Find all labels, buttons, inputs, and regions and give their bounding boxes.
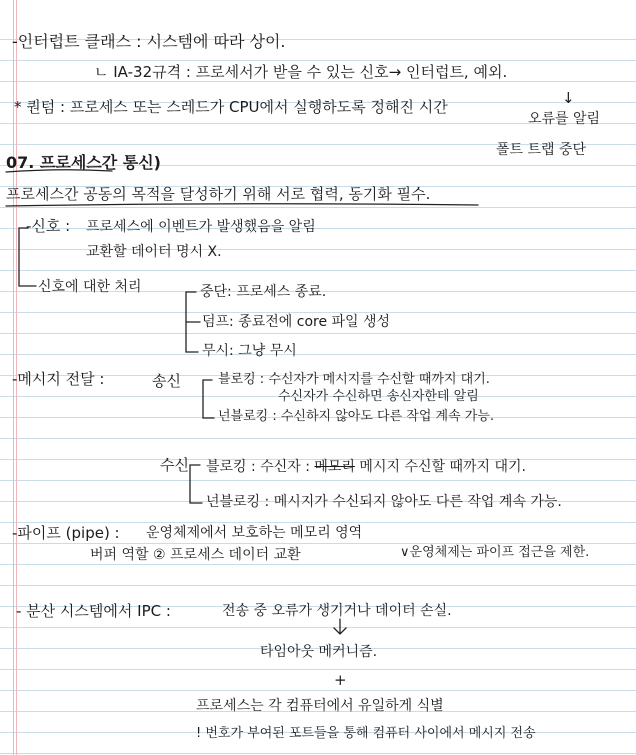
signal-no-data: 교환할 데이터 명시 X. <box>86 244 222 260</box>
recv-blocking-struck-word: 메모리 <box>314 459 355 475</box>
ia32-line: ㄴ IA-32규격 : 프로세서가 받을 수 있는 신호→ 인터럽트, 예외. <box>94 63 508 81</box>
pipe-desc: 운영체제에서 보호하는 메모리 영역 <box>146 525 363 541</box>
or-mark: + <box>334 671 347 689</box>
recv-blocking-prefix: 블로킹 : 수신자 : <box>206 459 310 475</box>
port-messaging: ! 번호가 부여된 포트들을 통해 컴퓨터 사이에서 메시지 전송 <box>196 726 536 741</box>
send-blocking-line2: 수신자가 수신하면 송신자한테 알림 <box>278 389 479 404</box>
message-passing-label: -메시지 전달 : <box>12 370 105 388</box>
recv-bracket <box>190 465 202 503</box>
recv-blocking <box>206 460 526 474</box>
exception-arrow: ↓ <box>562 89 575 107</box>
timeout-mechanism: 타임아웃 메커니즘. <box>260 644 378 660</box>
signal-stop: 중단: 프로세스 종료. <box>200 284 327 300</box>
pipe-buffer: 버퍼 역할 ② 프로세스 데이터 교환 <box>90 547 301 563</box>
signal-desc: 프로세스에 이벤트가 발생했음을 알림 <box>86 219 316 235</box>
signal-handling-label: 신호에 대한 처리 <box>38 279 142 295</box>
quantum-line: * 퀀텀 : 프로세스 또는 스레드가 CPU에서 실행하도록 정해진 시간 <box>14 98 448 116</box>
recv-label: 수신 <box>160 456 189 474</box>
process-identify: 프로세스는 각 컴퓨터에서 유일하게 식별 <box>196 698 444 714</box>
interrupt-class-line: -인터럽트 클래스 : 시스템에 따라 상이. <box>12 32 286 51</box>
ipc-definition: 프로세스간 공동의 목적을 달성하기 위해 서로 협력, 동기화 필수. <box>6 185 431 203</box>
signal-bracket <box>19 228 36 286</box>
send-blocking-line1: 블로킹 : 수신자가 메시지를 수신할 때까지 대기. <box>218 372 490 387</box>
timeout-down-arrow <box>334 619 346 634</box>
ipc-heading: 07. 프로세스간 통신) <box>6 153 161 172</box>
send-nonblocking: 넌블로킹 : 수신하지 않아도 다른 작업 계속 가능. <box>218 409 495 424</box>
pipe-label: -파이프 (pipe) : <box>12 524 120 542</box>
signal-ignore: 무시: 그냥 무시 <box>202 343 297 359</box>
send-bracket <box>203 380 214 418</box>
signal-dump: 덤프: 종료전에 core 파일 생성 <box>202 314 391 330</box>
exception-label: 오류를 알림 <box>528 111 601 127</box>
signal-label: -신호 : <box>26 217 71 235</box>
distributed-label: - 분산 시스템에서 IPC : <box>16 602 171 620</box>
send-label: 송신 <box>152 372 181 390</box>
recv-blocking-suffix: 메시지 수신할 때까지 대기. <box>359 459 526 475</box>
distributed-desc: 전송 중 오류가 생기거나 데이터 손실. <box>222 603 452 619</box>
ipc-definition-underline <box>6 204 478 206</box>
exception-types: 폴트 트랩 중단 <box>496 142 587 158</box>
pipe-note: ∨운영체제는 파이프 접근을 제한. <box>400 545 590 560</box>
recv-nonblocking: 넌블로킹 : 메시지가 수신되지 않아도 다른 작업 계속 가능. <box>206 494 562 510</box>
